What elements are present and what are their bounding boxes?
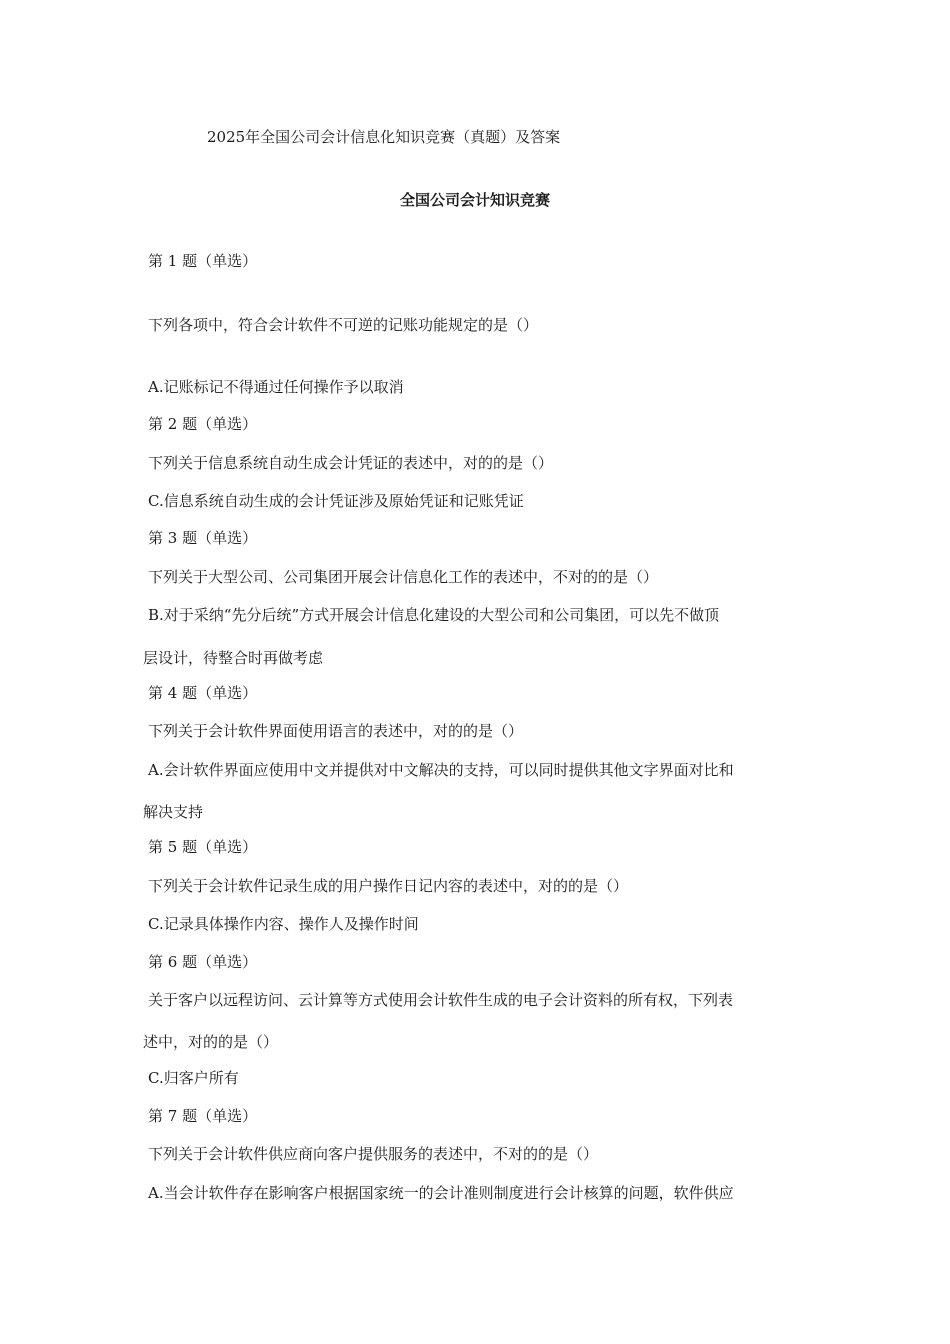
question-4-answer-line-2: 解决支持 (143, 803, 204, 821)
question-1-text: 下列各项中，符合会计软件不可逆的记账功能规定的是（） (148, 316, 539, 334)
section-title: 全国公司会计知识竞赛 (399, 191, 550, 209)
question-2-heading: 第 2 题（单选） (148, 415, 258, 433)
document-title: 2025年全国公司会计信息化知识竞赛（真题）及答案 (207, 128, 561, 146)
question-7-heading: 第 7 题（单选） (148, 1107, 258, 1125)
question-6-text-line-1: 关于客户以远程访问、云计算等方式使用会计软件生成的电子会计资料的所有权，下列表 (148, 991, 734, 1009)
question-2-answer: C.信息系统自动生成的会计凭证涉及原始凭证和记账凭证 (148, 492, 524, 510)
question-5-text: 下列关于会计软件记录生成的用户操作日记内容的表述中，对的的是（） (148, 877, 629, 895)
question-6-heading: 第 6 题（单选） (148, 953, 258, 971)
question-7-text: 下列关于会计软件供应商向客户提供服务的表述中，不对的的是（） (148, 1145, 599, 1163)
question-3-text: 下列关于大型公司、公司集团开展会计信息化工作的表述中，不对的的是（） (148, 568, 659, 586)
question-4-answer-line-1: A.会计软件界面应使用中文并提供对中文解决的支持，可以同时提供其他文字界面对比和 (148, 761, 734, 779)
question-4-heading: 第 4 题（单选） (148, 684, 258, 702)
question-1-heading: 第 1 题（单选） (148, 252, 258, 270)
question-5-heading: 第 5 题（单选） (148, 838, 258, 856)
question-7-answer-line-1: A.当会计软件存在影响客户根据国家统一的会计准则制度进行会计核算的问题，软件供应 (148, 1184, 734, 1202)
question-3-answer-line-1: B.对于采纳“先分后统”方式开展会计信息化建设的大型公司和公司集团，可以先不做顶 (148, 606, 720, 624)
question-4-text: 下列关于会计软件界面使用语言的表述中，对的的是（） (148, 722, 524, 740)
question-6-text-line-2: 述中，对的的是（） (143, 1033, 279, 1051)
question-5-answer: C.记录具体操作内容、操作人及操作时间 (148, 915, 419, 933)
question-2-text: 下列关于信息系统自动生成会计凭证的表述中，对的的是（） (148, 454, 554, 472)
question-3-answer-line-2: 层设计，待整合时再做考虑 (143, 649, 324, 667)
question-6-answer: C.归客户所有 (148, 1069, 239, 1087)
question-3-heading: 第 3 题（单选） (148, 529, 258, 547)
question-1-answer: A.记账标记不得通过任何操作予以取消 (148, 378, 404, 396)
